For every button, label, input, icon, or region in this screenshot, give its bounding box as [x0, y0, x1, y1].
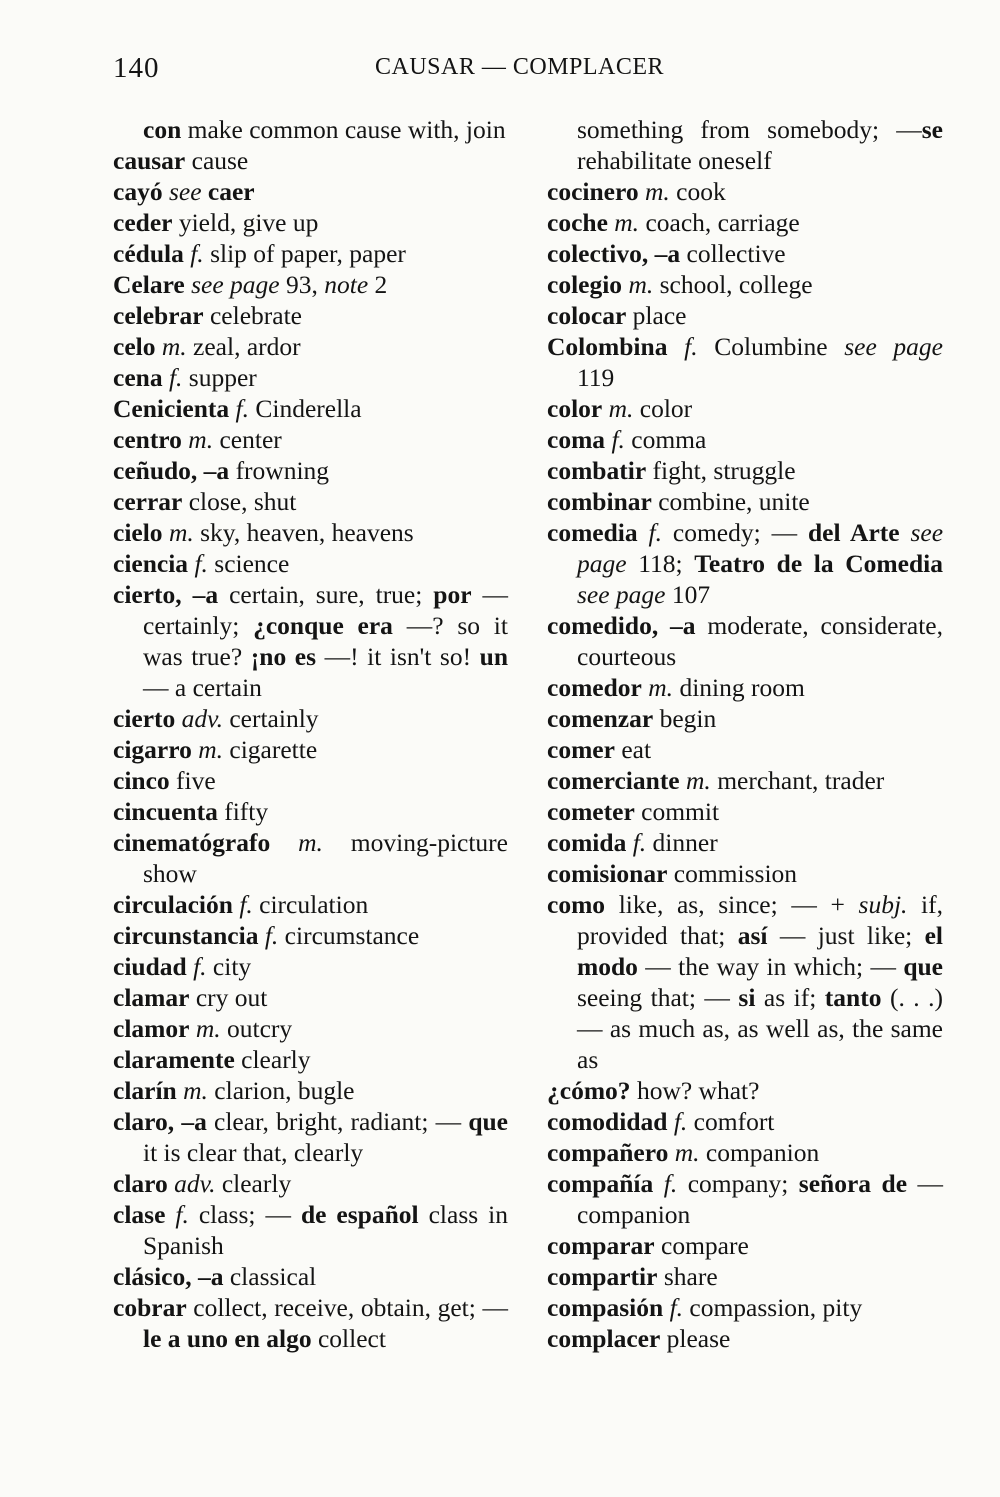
- headword: cometer: [547, 797, 635, 826]
- dictionary-entry: [547, 455, 943, 486]
- definition-text: 2: [368, 270, 388, 299]
- definition-text: if, provided that;: [577, 890, 944, 950]
- grammar-label: f.: [175, 1200, 189, 1229]
- definition-text: class in Spanish: [143, 1200, 508, 1260]
- headword: circulación: [113, 890, 233, 919]
- dictionary-entry: [547, 889, 943, 1075]
- definition-text: — a certain: [143, 673, 262, 702]
- grammar-label: f.: [194, 549, 208, 578]
- dictionary-entry: [113, 579, 508, 703]
- dictionary-entry: [113, 176, 508, 207]
- headword: cielo: [113, 518, 163, 547]
- definition-text: class; —: [188, 1200, 301, 1229]
- left-column: [113, 114, 508, 1354]
- dictionary-entry: [113, 1168, 508, 1199]
- definition-text: merchant, trader: [710, 766, 885, 795]
- headword: comparar: [547, 1231, 655, 1260]
- headword: complacer: [547, 1324, 661, 1353]
- grammar-label: f.: [611, 425, 625, 454]
- definition-text: —! it isn't so!: [316, 642, 480, 671]
- definition-text: classical: [223, 1262, 317, 1291]
- definition-text: — certainly;: [143, 580, 509, 640]
- headword: ¡no es: [250, 642, 317, 671]
- dictionary-entry: [113, 1261, 508, 1292]
- headword: si: [738, 983, 756, 1012]
- dictionary-entry: [547, 300, 943, 331]
- grammar-label: f.: [673, 1107, 688, 1136]
- dictionary-entry: [113, 207, 508, 238]
- headword: coche: [547, 208, 608, 237]
- headword: compañía: [547, 1169, 654, 1198]
- headword: combatir: [547, 456, 647, 485]
- headword: centro: [113, 425, 182, 454]
- definition-text: cause: [185, 146, 249, 175]
- grammar-label: m.: [608, 394, 634, 423]
- headword: compañero: [547, 1138, 669, 1167]
- definition-text: something from somebody; —: [577, 115, 922, 144]
- dictionary-entry: [547, 1292, 943, 1323]
- dictionary-entry: [547, 176, 943, 207]
- continued-entry: [547, 114, 943, 176]
- definition-text: frowning: [229, 456, 330, 485]
- definition-text: center: [213, 425, 282, 454]
- definition-text: dining room: [673, 673, 805, 702]
- grammar-label: m.: [686, 766, 711, 795]
- dictionary-entry: [113, 1044, 508, 1075]
- headword: clarín: [113, 1076, 177, 1105]
- grammar-label: f.: [193, 952, 207, 981]
- grammar-label: f.: [168, 363, 183, 392]
- definition-text: city: [206, 952, 252, 981]
- grammar-label: f.: [669, 1293, 684, 1322]
- headword: de español: [300, 1200, 419, 1229]
- definition-text: clear, bright, radiant; —: [206, 1107, 469, 1136]
- definition-text: collect: [311, 1324, 386, 1353]
- headword: un: [479, 642, 509, 671]
- definition-text: how? what?: [630, 1076, 760, 1105]
- headword: cigarro: [113, 735, 192, 764]
- definition-text: clearly: [234, 1045, 311, 1074]
- grammar-label: f.: [239, 890, 253, 919]
- definition-text: 119: [577, 363, 615, 392]
- headword: compartir: [547, 1262, 658, 1291]
- right-column: [547, 114, 943, 1354]
- definition-text: sky, heaven, heavens: [193, 518, 414, 547]
- grammar-label: f.: [190, 239, 204, 268]
- dictionary-entry: [547, 486, 943, 517]
- dictionary-entry: [113, 1106, 508, 1168]
- headword: clamor: [113, 1014, 190, 1043]
- grammar-label: f.: [264, 921, 279, 950]
- definition-text: Cinderella: [249, 394, 362, 423]
- definition-text: please: [660, 1324, 731, 1353]
- headword: colegio: [547, 270, 623, 299]
- headword: combinar: [547, 487, 652, 516]
- definition-text: 118;: [626, 549, 695, 578]
- headword: comer: [547, 735, 615, 764]
- headword: clase: [113, 1200, 166, 1229]
- headword: causar: [113, 146, 186, 175]
- definition-text: place: [626, 301, 687, 330]
- grammar-label: m.: [168, 518, 194, 547]
- definition-text: fifty: [217, 797, 269, 826]
- definition-text: Columbine: [697, 332, 845, 361]
- dictionary-entry: [547, 734, 943, 765]
- dictionary-entry: [547, 765, 943, 796]
- dictionary-entry: [113, 269, 508, 300]
- headword: señora de: [798, 1169, 908, 1198]
- dictionary-entry: [113, 145, 508, 176]
- dictionary-entry: [113, 424, 508, 455]
- headword: cédula: [113, 239, 184, 268]
- dictionary-entry: [113, 486, 508, 517]
- headword: comida: [547, 828, 627, 857]
- definition-text: clarion, bugle: [207, 1076, 355, 1105]
- headword: colectivo, –a: [547, 239, 681, 268]
- grammar-label: m.: [198, 735, 224, 764]
- dictionary-entry: [113, 1075, 508, 1106]
- headword: compasión: [547, 1293, 664, 1322]
- dictionary-entry: [113, 951, 508, 982]
- definition-text: — companion: [577, 1169, 944, 1229]
- dictionary-entry: [113, 1292, 508, 1354]
- headword: coma: [547, 425, 606, 454]
- headword: se: [921, 115, 943, 144]
- definition-text: supper: [182, 363, 257, 392]
- headword: cayó: [113, 177, 163, 206]
- dictionary-entry: [547, 858, 943, 889]
- dictionary-entry: [547, 517, 943, 610]
- headword: cierto: [113, 704, 176, 733]
- definition-text: celebrate: [203, 301, 302, 330]
- definition-text: [900, 518, 911, 547]
- headword: clamar: [113, 983, 190, 1012]
- headword: comedor: [547, 673, 642, 702]
- grammar-label: f.: [632, 828, 647, 857]
- headword: comisionar: [547, 859, 668, 888]
- definition-text: compassion, pity: [683, 1293, 863, 1322]
- definition-text: — just like;: [767, 921, 925, 950]
- headword: colocar: [547, 301, 627, 330]
- dictionary-entry: [547, 672, 943, 703]
- definition-text: five: [169, 766, 216, 795]
- definition-text: [653, 1169, 664, 1198]
- dictionary-entry: [547, 1230, 943, 1261]
- definition-text: it is clear that, clearly: [143, 1138, 364, 1167]
- dictionary-entry: [113, 517, 508, 548]
- definition-text: slip of paper, paper: [203, 239, 406, 268]
- headword: ¿conque era: [253, 611, 393, 640]
- dictionary-entry: [547, 1168, 943, 1230]
- definition-text: comma: [624, 425, 707, 454]
- dictionary-entry: [547, 1137, 943, 1168]
- headword: Teatro de la Comedia: [694, 549, 943, 578]
- headword: ciencia: [113, 549, 189, 578]
- definition-text: make common cause with, join: [181, 115, 506, 144]
- definition-text: comedy; —: [662, 518, 808, 547]
- headword: del Arte: [807, 518, 900, 547]
- definition-text: cook: [669, 177, 726, 206]
- definition-text: science: [207, 549, 290, 578]
- definition-text: [165, 1200, 175, 1229]
- headword: comerciante: [547, 766, 680, 795]
- dictionary-entry: [113, 331, 508, 362]
- grammar-label: f.: [663, 1169, 678, 1198]
- headword: le a uno en algo: [143, 1324, 312, 1353]
- definition-text: seeing that; —: [577, 983, 739, 1012]
- headword: celo: [113, 332, 156, 361]
- definition-text: coach, carriage: [639, 208, 800, 237]
- headword: por: [433, 580, 472, 609]
- dictionary-entry: [113, 455, 508, 486]
- headword: comodidad: [547, 1107, 668, 1136]
- grammar-label: m.: [614, 208, 640, 237]
- grammar-label: m.: [188, 425, 214, 454]
- headword: ciudad: [113, 952, 187, 981]
- grammar-label: m.: [628, 270, 654, 299]
- dictionary-entry: [113, 703, 508, 734]
- definition-text: [638, 518, 649, 547]
- dictionary-entry: [113, 734, 508, 765]
- headword: cena: [113, 363, 163, 392]
- definition-text: combine, unite: [651, 487, 810, 516]
- headword: cerrar: [113, 487, 183, 516]
- page-header: [0, 50, 1000, 90]
- headword: color: [547, 394, 603, 423]
- definition-text: compare: [654, 1231, 749, 1260]
- grammar-label: see page: [844, 332, 943, 361]
- definition-text: circumstance: [278, 921, 420, 950]
- dictionary-entry: [113, 362, 508, 393]
- definition-text: commit: [634, 797, 720, 826]
- definition-text: fight, struggle: [646, 456, 796, 485]
- definition-text: —? so it was true?: [143, 611, 508, 671]
- definition-text: (. . .) — as much as, as well as, the same as: [577, 983, 944, 1074]
- definition-text: 93,: [279, 270, 325, 299]
- definition-text: school, college: [653, 270, 813, 299]
- grammar-label: m.: [195, 1014, 221, 1043]
- dictionary-entry: [113, 827, 508, 889]
- definition-text: company;: [677, 1169, 799, 1198]
- headword: tanto: [824, 983, 882, 1012]
- headword: claramente: [113, 1045, 235, 1074]
- grammar-label: f.: [684, 332, 698, 361]
- headword: Cenicienta: [113, 394, 230, 423]
- definition-text: share: [657, 1262, 718, 1291]
- definition-text: [667, 332, 684, 361]
- dictionary-entry: [547, 238, 943, 269]
- headword: cierto, –a: [113, 580, 219, 609]
- dictionary-entry: [547, 1075, 943, 1106]
- dictionary-entry: [547, 610, 943, 672]
- definition-text: as if;: [755, 983, 825, 1012]
- definition-text: like, as, since; — +: [605, 890, 859, 919]
- dictionary-entry: [113, 548, 508, 579]
- definition-text: collect, receive, obtain, get; —: [186, 1293, 508, 1322]
- headword: cocinero: [547, 177, 639, 206]
- definition-text: moderate, considerate, courteous: [577, 611, 943, 671]
- headword: circunstancia: [113, 921, 259, 950]
- grammar-label: f.: [235, 394, 249, 423]
- dictionary-entry: [547, 827, 943, 858]
- grammar-label: subj.: [858, 890, 908, 919]
- dictionary-entry: [547, 1261, 943, 1292]
- grammar-label: m.: [674, 1138, 700, 1167]
- definition-text: cigarette: [223, 735, 318, 764]
- grammar-label: adv.: [181, 704, 223, 733]
- headword: caer: [207, 177, 255, 206]
- grammar-label: m.: [183, 1076, 208, 1105]
- definition-text: moving-picture show: [143, 828, 508, 888]
- headword: claro: [113, 1169, 168, 1198]
- dictionary-entry: [547, 424, 943, 455]
- dictionary-entry: [113, 765, 508, 796]
- definition-text: eat: [614, 735, 652, 764]
- grammar-label: m.: [298, 828, 323, 857]
- headword: comedia: [547, 518, 638, 547]
- dictionary-entry: [113, 238, 508, 269]
- definition-text: certainly: [222, 704, 319, 733]
- dictionary-entry: [113, 796, 508, 827]
- definition-text: yield, give up: [172, 208, 319, 237]
- definition-text: close, shut: [182, 487, 297, 516]
- definition-text: 107: [665, 580, 711, 609]
- grammar-label: see page: [191, 270, 280, 299]
- headword: cobrar: [113, 1293, 187, 1322]
- headword: el modo: [577, 921, 943, 981]
- grammar-label: see page: [577, 580, 666, 609]
- dictionary-entry: [547, 331, 943, 393]
- headword: ceder: [113, 208, 173, 237]
- dictionary-entry: [113, 393, 508, 424]
- definition-text: dinner: [646, 828, 718, 857]
- dictionary-entry: [113, 920, 508, 951]
- headword: comedido, –a: [547, 611, 696, 640]
- headword: como: [547, 890, 606, 919]
- definition-text: rehabilitate oneself: [577, 146, 772, 175]
- headword: ceñudo, –a: [113, 456, 230, 485]
- dictionary-entry: [113, 889, 508, 920]
- running-head: CAUSAR — COMPLACER: [375, 54, 665, 80]
- definition-text: comfort: [687, 1107, 775, 1136]
- definition-text: circulation: [252, 890, 369, 919]
- grammar-label: m.: [161, 332, 187, 361]
- dictionary-entry: [113, 300, 508, 331]
- dictionary-entry: [113, 1013, 508, 1044]
- headword: celebrar: [113, 301, 204, 330]
- headword: clásico, –a: [113, 1262, 224, 1291]
- headword: que: [468, 1107, 508, 1136]
- definition-text: — the way in which; —: [637, 952, 904, 981]
- definition-text: clearly: [215, 1169, 292, 1198]
- grammar-label: f.: [648, 518, 663, 547]
- grammar-label: see: [168, 177, 202, 206]
- dictionary-entry: [547, 269, 943, 300]
- definition-text: cry out: [189, 983, 268, 1012]
- headword: cincuenta: [113, 797, 218, 826]
- definition-text: outcry: [220, 1014, 293, 1043]
- headword: que: [903, 952, 943, 981]
- definition-text: color: [633, 394, 693, 423]
- definition-text: companion: [699, 1138, 820, 1167]
- headword: cinco: [113, 766, 170, 795]
- grammar-label: see page: [577, 518, 944, 578]
- grammar-label: m.: [644, 177, 670, 206]
- definition-text: [270, 828, 298, 857]
- dictionary-entry: [547, 393, 943, 424]
- definition-text: certain, sure, true;: [218, 580, 434, 609]
- headword: con: [143, 115, 182, 144]
- definition-text: commission: [667, 859, 798, 888]
- headword: Celare: [113, 270, 185, 299]
- continued-entry: [113, 114, 508, 145]
- headword: claro, –a: [113, 1107, 207, 1136]
- grammar-label: note: [324, 270, 369, 299]
- page-number: 140: [113, 52, 160, 84]
- dictionary-entry: [547, 1106, 943, 1137]
- dictionary-entry: [547, 796, 943, 827]
- dictionary-entry: [547, 703, 943, 734]
- headword: Colombina: [547, 332, 668, 361]
- grammar-label: m.: [648, 673, 674, 702]
- dictionary-entry: [547, 1323, 943, 1354]
- definition-text: collective: [680, 239, 786, 268]
- headword: así: [737, 921, 768, 950]
- dictionary-entry: [547, 207, 943, 238]
- headword: ¿cómo?: [547, 1076, 631, 1105]
- grammar-label: adv.: [174, 1169, 216, 1198]
- headword: comenzar: [547, 704, 654, 733]
- dictionary-entry: [113, 982, 508, 1013]
- headword: cinematógrafo: [113, 828, 271, 857]
- dictionary-entry: [113, 1199, 508, 1261]
- definition-text: zeal, ardor: [186, 332, 301, 361]
- definition-text: begin: [653, 704, 717, 733]
